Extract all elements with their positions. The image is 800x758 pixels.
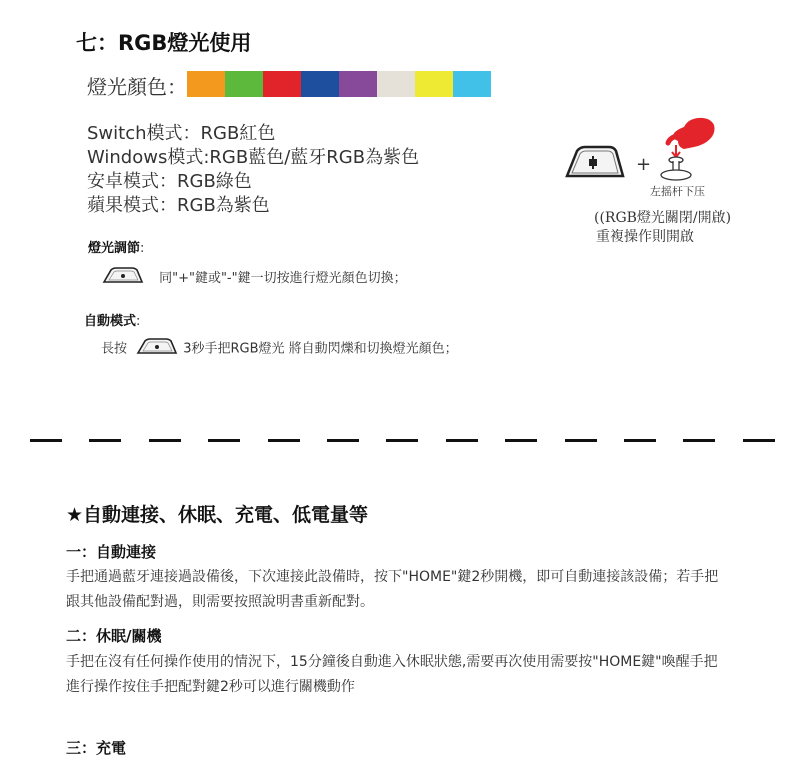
- divider-dash: [30, 439, 62, 442]
- repeat-note: 重複操作則開啟: [596, 229, 694, 245]
- color-swatch: [301, 71, 339, 97]
- light-adjust-row: [102, 266, 407, 288]
- sleep-text: 手把在沒有任何操作使用的情況下，15分鐘後自動進入休眠狀態,需要再次使用需要按"HOME鍵"喚醒手把進行操作按住手把配對鍵2秒可以進行關機動作: [66, 654, 718, 695]
- color-swatch: [453, 71, 491, 97]
- joystick-press-icon: [658, 115, 718, 187]
- light-adjust-colon: :: [140, 241, 145, 256]
- divider-dash: [149, 439, 181, 442]
- mode-list: [87, 122, 419, 218]
- divider-dash: [89, 439, 121, 442]
- auto-mode-title: 自動模式: [84, 314, 137, 329]
- sub-title-sleep: 二：休眠/關機: [66, 627, 162, 645]
- divider-dash: [683, 439, 715, 442]
- divider-dash: [208, 439, 240, 442]
- divider-dash: [624, 439, 656, 442]
- divider-dash: [446, 439, 478, 442]
- divider-dash: [743, 439, 775, 442]
- divider-dash: [327, 439, 359, 442]
- section-title-auto: ★自動連接、休眠、充電、低電量等: [66, 504, 369, 526]
- section-title-rgb: 七：RGB燈光使用: [76, 31, 252, 55]
- rgb-toggle-note: ((RGB燈光關閉/開啟): [594, 210, 732, 226]
- shoulder-button-small-icon: [136, 337, 178, 359]
- auto-mode-text: 3秒手把RGB燈光 將自動閃爍和切換燈光顏色；: [183, 341, 458, 357]
- light-color-label: 燈光顏色：: [87, 75, 187, 99]
- shoulder-button-small-icon: [102, 266, 144, 288]
- color-swatch: [187, 71, 225, 97]
- color-swatch: [263, 71, 301, 97]
- auto-mode-prefix: 長按: [101, 341, 128, 357]
- auto-mode-colon: :: [136, 314, 141, 329]
- light-adjust-title: 燈光調節: [88, 241, 141, 256]
- dashed-divider: [30, 439, 775, 442]
- sub-title-auto-connect: 一：自動連接: [66, 543, 157, 561]
- auto-mode-row: [101, 337, 458, 359]
- color-swatch: [415, 71, 453, 97]
- mode-android: 安卓模式：RGB綠色: [87, 171, 252, 192]
- mode-windows: Windows模式:RGB藍色/藍牙RGB為紫色: [87, 147, 420, 168]
- color-swatch: [225, 71, 263, 97]
- joystick-caption: 左摇杆下压: [650, 185, 705, 198]
- color-swatch: [377, 71, 415, 97]
- auto-mode-heading: [84, 310, 140, 329]
- mode-switch: Switch模式：RGB紅色: [87, 123, 276, 144]
- divider-dash: [565, 439, 597, 442]
- color-swatch: [339, 71, 377, 97]
- color-swatches: [187, 71, 491, 97]
- light-adjust-text: 同"+"鍵或"-"鍵一切按進行燈光顏色切換；: [159, 270, 407, 286]
- sub-title-charge: 三：充電: [66, 739, 127, 757]
- divider-dash: [386, 439, 418, 442]
- light-adjust-heading: [88, 237, 144, 256]
- divider-dash: [505, 439, 537, 442]
- shoulder-button-icon: [563, 145, 625, 183]
- auto-connect-text: 手把通過藍牙連接過設備後，下次連接此設備時，按下"HOME"鍵2秒開機，即可自動連接該設備；若手把跟其他設備配對過，則需要按照說明書重新配對。: [66, 569, 719, 610]
- plus-sign: +: [636, 154, 652, 175]
- divider-dash: [268, 439, 300, 442]
- mode-apple: 蘋果模式：RGB為紫色: [87, 195, 270, 216]
